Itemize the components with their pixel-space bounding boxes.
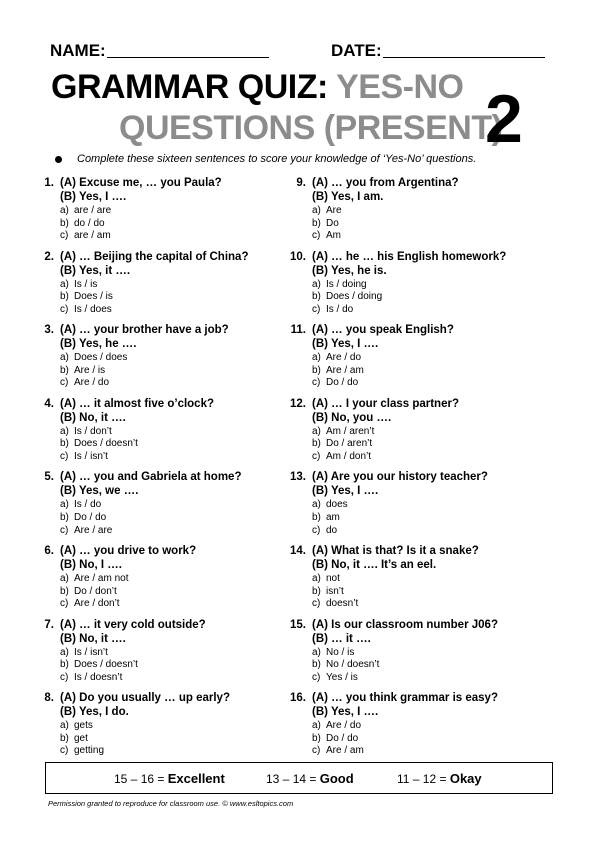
- score-range: 15 – 16 =: [114, 772, 168, 786]
- option-text: Am / don’t: [326, 450, 372, 462]
- question-line-a: (A) What is that? Is it a snake?: [312, 545, 479, 557]
- question-number: 16.: [290, 692, 306, 705]
- score-label: Excellent: [167, 771, 225, 786]
- question-line-a: (A) … it very cold outside?: [60, 618, 206, 631]
- option-letter: c): [312, 303, 321, 315]
- option-text: Are / am: [326, 364, 364, 376]
- score-okay: [397, 771, 482, 786]
- question-line-a: (A) Are you our history teacher?: [312, 471, 488, 484]
- option-letter: c): [312, 377, 321, 389]
- question-line-b: (B) No, it ….: [60, 632, 126, 645]
- question-line-b: (B) No, I ….: [60, 559, 122, 571]
- title-black: GRAMMAR QUIZ:: [51, 68, 337, 106]
- option-text: Is / isn’t: [74, 450, 108, 462]
- option-letter: b): [312, 438, 321, 450]
- option-letter: a): [60, 573, 69, 584]
- score-range: 11 – 12 =: [397, 772, 450, 786]
- option-letter: b): [60, 438, 69, 450]
- question-line-a: (A) … it almost five o’clock?: [60, 397, 214, 410]
- answer-option: [312, 451, 542, 464]
- option-letter: c): [312, 671, 321, 683]
- answer-option: [312, 598, 542, 611]
- question-line-b: (B) No, you ….: [312, 411, 392, 424]
- option-text: Is / do: [326, 303, 354, 315]
- question-body: [312, 619, 542, 685]
- option-text: Does / doesn’t: [74, 438, 138, 450]
- footer-permission: Permission granted to reproduce for classroom use. © www.esltopics.com: [48, 799, 294, 808]
- option-letter: b): [312, 585, 321, 597]
- option-letter: c): [312, 598, 321, 610]
- option-letter: c): [60, 598, 69, 610]
- date-label: DATE:: [331, 41, 382, 60]
- answer-option: [312, 573, 542, 586]
- answer-option: [312, 218, 542, 231]
- option-text: Are / do: [74, 377, 110, 389]
- answer-option: [312, 525, 542, 538]
- question-body: [60, 177, 290, 243]
- answer-option: [312, 279, 542, 292]
- answer-option: [312, 352, 542, 365]
- option-text: No / doesn’t: [326, 659, 380, 671]
- option-letter: a): [312, 573, 321, 584]
- option-letter: c): [312, 450, 321, 462]
- question-body: [312, 398, 542, 464]
- option-letter: b): [60, 364, 69, 376]
- answer-option: [60, 499, 290, 512]
- option-text: Does / does: [74, 352, 128, 364]
- answer-option: [60, 365, 290, 378]
- option-letter: b): [60, 291, 69, 303]
- question-line-a: (A) … he … his English homework?: [312, 250, 507, 263]
- answer-option: [312, 512, 542, 525]
- question-line-a: (A) … Beijing the capital of China?: [60, 250, 249, 263]
- question-number: 2.: [44, 250, 54, 263]
- answer-option: [60, 573, 290, 586]
- answer-option: [312, 499, 542, 512]
- answer-option: [312, 745, 542, 758]
- option-letter: c): [312, 745, 321, 757]
- option-text: Are / don’t: [74, 598, 120, 610]
- question-number: 13.: [290, 471, 306, 484]
- question-line-b: (B) … it ….: [312, 632, 371, 645]
- option-letter: b): [312, 291, 321, 303]
- option-letter: a): [60, 720, 69, 732]
- option-letter: c): [60, 303, 69, 315]
- answer-option: [60, 352, 290, 365]
- option-text: Are / am not: [74, 573, 129, 584]
- score-label: Okay: [449, 771, 482, 786]
- question-body: [312, 471, 542, 537]
- question-number: 4.: [44, 397, 54, 410]
- option-letter: a): [312, 499, 321, 511]
- option-text: Is / doing: [326, 278, 367, 290]
- option-text: are / are: [74, 205, 112, 216]
- answer-option: [60, 647, 290, 660]
- bullet-icon: [55, 156, 62, 163]
- answer-option: [60, 672, 290, 685]
- option-text: Is / do: [74, 499, 102, 511]
- option-text: Are / do: [326, 720, 362, 732]
- option-text: Yes / is: [326, 671, 358, 683]
- answer-option: [312, 365, 542, 378]
- answer-option: [60, 304, 290, 317]
- question-line-a: (A) … you from Argentina?: [312, 177, 459, 189]
- option-text: do / do: [74, 217, 105, 229]
- option-letter: b): [60, 659, 69, 671]
- answer-option: [312, 426, 542, 439]
- answer-option: [312, 720, 542, 733]
- option-text: Am / aren’t: [326, 425, 375, 437]
- question-number: 8.: [44, 692, 54, 705]
- score-good: [266, 771, 354, 786]
- question-number: 12.: [290, 397, 306, 410]
- option-text: not: [326, 573, 340, 584]
- option-letter: a): [312, 352, 321, 364]
- option-text: Does / doesn’t: [74, 659, 138, 671]
- question-body: [312, 251, 542, 317]
- question-body: [60, 398, 290, 464]
- answer-option: [60, 205, 290, 218]
- question-body: [60, 692, 290, 758]
- answer-option: [60, 426, 290, 439]
- answer-option: [60, 586, 290, 599]
- option-text: are / am: [74, 230, 111, 242]
- option-text: Is / doesn’t: [74, 671, 123, 683]
- question-number: 3.: [44, 324, 54, 337]
- option-text: does: [326, 499, 348, 511]
- option-text: Do: [326, 217, 339, 229]
- option-letter: c): [60, 745, 69, 757]
- question-line-a: (A) … you speak English?: [312, 324, 454, 337]
- option-text: Are / do: [326, 352, 362, 364]
- option-text: get: [74, 732, 88, 744]
- question-body: [60, 324, 290, 390]
- option-letter: a): [312, 425, 321, 437]
- question-number: 6.: [44, 545, 54, 557]
- option-text: Does / doing: [326, 291, 383, 303]
- question-body: [312, 177, 542, 243]
- option-letter: a): [60, 278, 69, 290]
- option-text: Is / isn’t: [74, 646, 108, 658]
- question-number: 10.: [290, 250, 306, 263]
- question-body: [60, 619, 290, 685]
- question-number: 5.: [44, 471, 54, 484]
- answer-option: [312, 205, 542, 218]
- score-label: Good: [319, 771, 354, 786]
- question-line-b: (B) Yes, I ….: [312, 338, 379, 351]
- question-body: [60, 471, 290, 537]
- answer-option: [312, 659, 542, 672]
- question-line-b: (B) No, it ….: [60, 411, 126, 424]
- option-letter: b): [312, 364, 321, 376]
- answer-option: [60, 745, 290, 758]
- answer-option: [312, 586, 542, 599]
- option-letter: a): [60, 352, 69, 364]
- title-gray: YES-NO: [336, 68, 464, 106]
- question-number: 1.: [44, 177, 54, 189]
- answer-option: [312, 647, 542, 660]
- question-body: [60, 545, 290, 611]
- question-line-a: (A) … you drive to work?: [60, 545, 197, 557]
- option-text: Are / are: [74, 524, 113, 536]
- answer-option: [312, 230, 542, 243]
- option-letter: b): [312, 659, 321, 671]
- answer-option: [60, 598, 290, 611]
- question-number: 11.: [290, 324, 306, 337]
- option-text: Do / aren’t: [326, 438, 373, 450]
- question-number: 7.: [44, 618, 54, 631]
- option-text: do: [326, 524, 338, 536]
- question-line-b: (B) Yes, he ….: [60, 338, 137, 351]
- answer-option: [60, 512, 290, 525]
- quiz-number: 2: [485, 81, 523, 157]
- name-line: [107, 57, 269, 58]
- option-text: am: [326, 511, 340, 523]
- question-line-b: (B) Yes, I do.: [60, 706, 129, 719]
- option-letter: a): [60, 425, 69, 437]
- option-letter: b): [60, 732, 69, 744]
- option-text: Are / am: [326, 745, 364, 757]
- question-body: [312, 545, 542, 611]
- option-letter: c): [60, 450, 69, 462]
- option-letter: c): [60, 671, 69, 683]
- option-letter: c): [312, 524, 321, 536]
- option-letter: a): [60, 646, 69, 658]
- answer-option: [312, 377, 542, 390]
- option-letter: a): [312, 720, 321, 732]
- option-letter: b): [312, 732, 321, 744]
- option-text: Is / don’t: [74, 425, 112, 437]
- option-letter: c): [312, 230, 321, 242]
- question-line-b: (B) Yes, I ….: [312, 485, 379, 498]
- question-line-b: (B) Yes, I ….: [60, 191, 127, 203]
- answer-option: [312, 291, 542, 304]
- answer-option: [60, 438, 290, 451]
- option-letter: a): [312, 205, 321, 216]
- question-line-a: (A) Is our classroom number J06?: [312, 618, 498, 631]
- option-letter: b): [60, 511, 69, 523]
- option-letter: b): [60, 217, 69, 229]
- question-line-b: (B) Yes, I ….: [312, 706, 379, 719]
- question-number: 14.: [290, 545, 306, 557]
- option-letter: a): [312, 278, 321, 290]
- instructions: Complete these sixteen sentences to score your knowledge of ‘Yes-No’ questions.: [77, 153, 477, 165]
- option-letter: a): [312, 646, 321, 658]
- option-letter: c): [60, 524, 69, 536]
- answer-option: [60, 659, 290, 672]
- title-line-1: [51, 68, 463, 107]
- option-letter: c): [60, 230, 69, 242]
- answer-option: [312, 304, 542, 317]
- option-letter: b): [312, 511, 321, 523]
- answer-option: [60, 720, 290, 733]
- option-text: Do / don’t: [74, 585, 117, 597]
- answer-option: [312, 438, 542, 451]
- question-line-b: (B) Yes, I am.: [312, 191, 384, 203]
- question-line-a: (A) … you think grammar is easy?: [312, 692, 498, 705]
- question-line-a: (A) Do you usually … up early?: [60, 692, 230, 705]
- question-line-b: (B) No, it …. It’s an eel.: [312, 559, 437, 571]
- option-letter: a): [60, 205, 69, 216]
- name-label: NAME:: [50, 41, 106, 60]
- option-text: Do / do: [326, 732, 359, 744]
- question-line-b: (B) Yes, he is.: [312, 264, 387, 277]
- option-text: Do / do: [74, 511, 107, 523]
- option-letter: b): [60, 585, 69, 597]
- question-body: [312, 692, 542, 758]
- answer-option: [312, 672, 542, 685]
- option-text: doesn’t: [326, 598, 359, 610]
- option-letter: c): [60, 377, 69, 389]
- answer-option: [60, 279, 290, 292]
- answer-option: [60, 733, 290, 746]
- option-text: gets: [74, 720, 93, 732]
- score-excellent: [114, 771, 225, 786]
- option-text: isn’t: [326, 585, 344, 597]
- option-letter: a): [60, 499, 69, 511]
- question-line-b: (B) Yes, it ….: [60, 264, 131, 277]
- option-text: Is / is: [74, 278, 98, 290]
- answer-option: [60, 291, 290, 304]
- question-line-b: (B) Yes, we ….: [60, 485, 139, 498]
- option-text: Do / do: [326, 377, 359, 389]
- option-text: Are / is: [74, 364, 106, 376]
- option-text: Is / does: [74, 303, 112, 315]
- question-number: 9.: [296, 177, 306, 189]
- question-body: [60, 251, 290, 317]
- question-line-a: (A) … I your class partner?: [312, 397, 459, 410]
- option-text: getting: [74, 745, 105, 757]
- option-text: Am: [326, 230, 341, 242]
- question-line-a: (A) … your brother have a job?: [60, 324, 229, 337]
- question-line-a: (A) … you and Gabriela at home?: [60, 471, 242, 484]
- question-body: [312, 324, 542, 390]
- answer-option: [312, 733, 542, 746]
- answer-option: [60, 218, 290, 231]
- option-text: Does / is: [74, 291, 113, 303]
- title-line-2: QUESTIONS (PRESENT): [119, 109, 503, 147]
- question-line-a: (A) Excuse me, … you Paula?: [60, 177, 222, 189]
- question-number: 15.: [290, 618, 306, 631]
- option-text: No / is: [326, 646, 355, 658]
- option-letter: b): [312, 217, 321, 229]
- answer-option: [60, 525, 290, 538]
- score-range: 13 – 14 =: [266, 772, 320, 786]
- answer-option: [60, 230, 290, 243]
- answer-option: [60, 377, 290, 390]
- answer-option: [60, 451, 290, 464]
- option-text: Are: [326, 205, 342, 216]
- date-line: [383, 57, 545, 58]
